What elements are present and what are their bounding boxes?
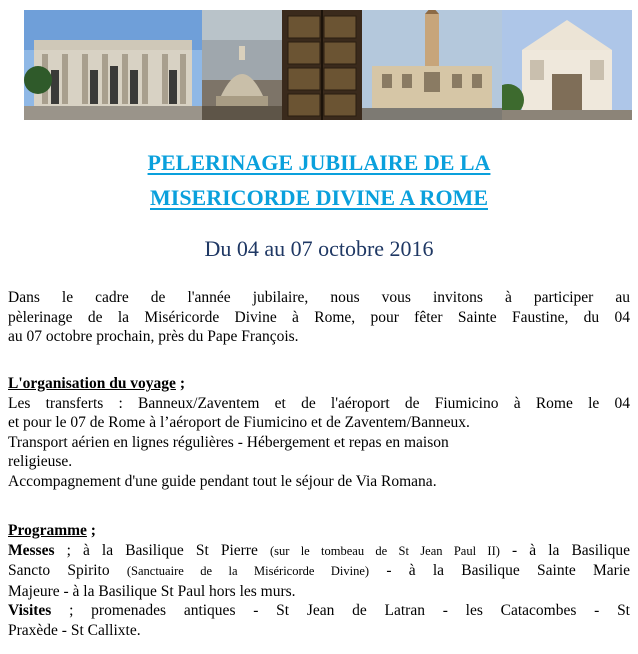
visites-line-2: Praxède - St Callixte. <box>8 621 141 639</box>
messes-text: - à la Basilique <box>499 541 631 559</box>
programme-heading-suffix: ; <box>86 522 96 539</box>
messes-line-2 <box>8 561 630 582</box>
messes-text: ; à la Basilique St Pierre <box>54 541 270 559</box>
organisation-line: Transport aérien en lignes régulières - Hébergement et repas en maison <box>8 433 449 451</box>
intro-line: Dans le cadre de l'année jubilaire, nous vous invitons à participer au <box>8 289 630 306</box>
messes-text: Sancto Spirito <box>8 562 127 579</box>
visites-line-1 <box>8 601 630 621</box>
organisation-line: et pour le 07 de Rome à l’aéroport de Fiumicino et de Zaventem/Banneux. <box>8 414 470 431</box>
messes-line-3: Majeure - à la Basilique St Paul hors les murs. <box>8 582 296 600</box>
organisation-line: Les transferts : Banneux/Zaventem et de l'aéroport de Fiumicino à Rome le 04 <box>8 394 630 412</box>
organisation-section <box>8 374 630 491</box>
photo-holy-door <box>282 10 362 120</box>
messes-note: (sur le tombeau de St Jean Paul II) <box>269 543 500 558</box>
event-dates: Du 04 au 07 octobre 2016 <box>204 236 434 261</box>
messes-text: - à la Basilique Sainte Marie <box>369 562 631 579</box>
header-photo-strip <box>24 10 632 120</box>
photo-st-mary-major <box>362 10 502 120</box>
title-line-1: PELERINAGE JUBILAIRE DE LA <box>147 150 491 175</box>
messes-line-1 <box>8 541 630 562</box>
photo-st-john-lateran-facade <box>24 10 202 120</box>
intro-line: pèlerinage de la Miséricorde Divine à Rome, pour fêter Sainte Faustine, du 04 <box>8 308 630 326</box>
programme-heading-line <box>8 521 630 541</box>
messes-note: (Sanctuaire de la Miséricorde Divine) <box>126 564 370 578</box>
title-line-2: MISERICORDE DIVINE A ROME <box>150 185 488 210</box>
photo-st-praxedes-church <box>502 10 632 120</box>
visites-label: Visites <box>8 602 52 619</box>
organisation-line: religieuse. <box>8 453 73 470</box>
organisation-line: Accompagnement d'une guide pendant tout le séjour de Via Romana. <box>8 472 437 490</box>
messes-label: Messes <box>8 541 55 559</box>
intro-line: au 07 octobre prochain, près du Pape François. <box>8 328 299 345</box>
programme-heading: Programme <box>8 522 87 539</box>
organisation-heading-line <box>8 374 630 394</box>
photo-st-peter-dome <box>202 10 282 120</box>
programme-section <box>8 521 630 640</box>
organisation-heading: L'organisation du voyage <box>8 375 176 392</box>
organisation-heading-suffix: ; <box>175 375 185 392</box>
intro-paragraph <box>8 288 630 347</box>
visites-text: ; promenades antiques - St Jean de Latran - les Catacombes - St <box>51 602 630 619</box>
